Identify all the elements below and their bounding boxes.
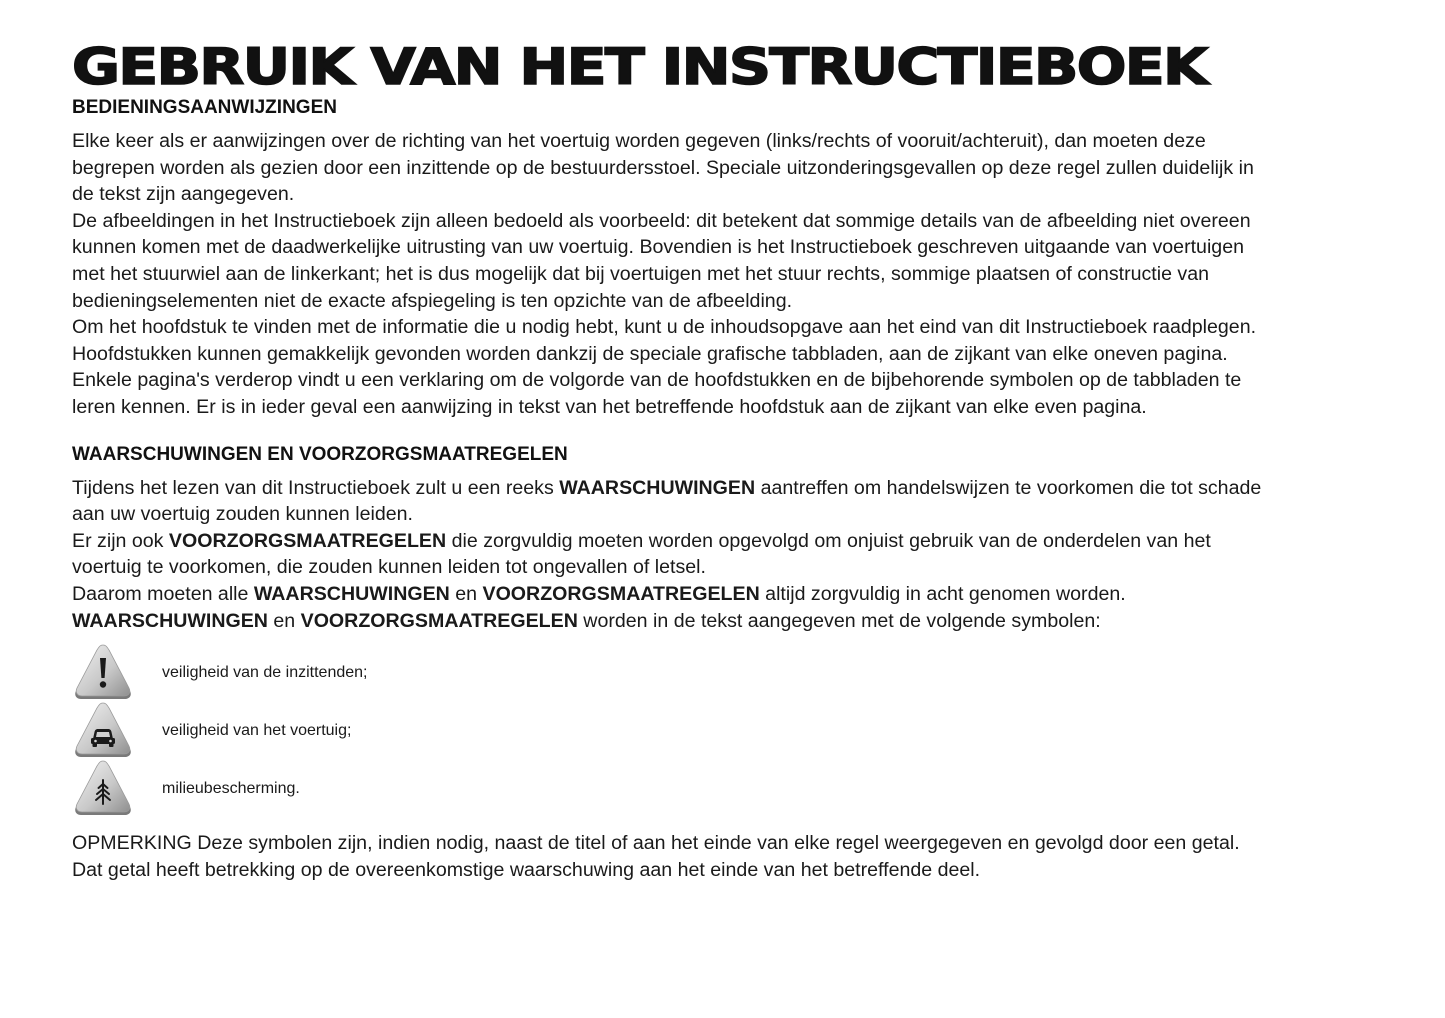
paragraph-note: OPMERKING Deze symbolen zijn, indien nodig, naast de titel of aan het einde van elke regel weergegeven en gevolgd door een getal. Dat getal heeft betrekking op de overeenkomstige waarschuwing aan het einde van het betreffende deel. (72, 832, 1240, 881)
bold-term-warnings: WAARSCHUWINGEN (559, 476, 756, 499)
symbol-label-occupants: veiligheid van de inzittenden; (162, 664, 368, 682)
paragraph-precautions-intro: Er zijn ook VOORZORGSMAATREGELEN die zorgvuldig moeten worden opgevolgd om onjuist gebruik van de onderdelen van het voertuig te voorkomen, die zouden kunnen leiden tot ongevallen of letsel. (72, 529, 1211, 579)
paragraph-warnings-intro: Tijdens het lezen van dit Instructieboek zult u een reeks WAARSCHUWINGEN aantreffen om handelswijzen te voorkomen die tot schade aan uw voertuig zouden kunnen leiden. (72, 476, 1262, 526)
paragraph-symbols-intro: WAARSCHUWINGEN en VOORZORGSMAATREGELEN worden in de tekst aangegeven met de volgende symbolen: (72, 609, 1101, 632)
bold-term-precautions: VOORZORGSMAATREGELEN (300, 609, 578, 632)
bold-term-precautions: VOORZORGSMAATREGELEN (168, 529, 447, 552)
paragraph-chapter-tabs: Hoofdstukken kunnen gemakkelijk gevonden worden dankzij de speciale grafische tabbladen, aan de zijkant van elke oneven pagina. Enkele pagina's verderop vindt u een verklaring om de volgorde van de hoofdstukken en de bijbehorende symbolen op de tabbladen te leren kennen. Er is in ieder geval een aanwijzing in tekst van het betreffende hoofdstuk aan de zijkant van elke even pagina. (72, 342, 1242, 418)
section-heading-operating-instructions: BEDIENINGSAANWIJZINGEN (72, 97, 337, 118)
tree-environment-icon (72, 760, 134, 818)
section-heading-warnings: WAARSCHUWINGEN EN VOORZORGSMAATREGELEN (72, 443, 568, 465)
bold-term-warnings: WAARSCHUWINGEN (253, 582, 450, 605)
paragraph-table-of-contents: Om het hoofdstuk te vinden met de informatie die u nodig hebt, kunt u de inhoudsopgave aan het eind van dit Instructieboek raadplegen. (72, 316, 1257, 339)
vehicle-warning-icon (72, 702, 134, 760)
symbol-label-environment: milieubescherming. (162, 780, 300, 798)
symbol-legend (72, 644, 1272, 818)
symbol-label-vehicle: veiligheid van het voertuig; (162, 722, 352, 740)
symbol-row-vehicle (72, 702, 1272, 760)
symbol-row-occupants (72, 644, 1272, 702)
exclamation-warning-icon (72, 644, 134, 702)
paragraph-illustrations: De afbeeldingen in het Instructieboek zijn alleen bedoeld als voorbeeld: dit betekent dat sommige details van de afbeelding niet overeen kunnen komen met de daadwerkelijke uitrusting van uw voertuig. Bovendien is het Instructieboek geschreven uitgaande van voertuigen met het stuurwiel aan de linkerkant; het is dus mogelijk dat bij voertuigen met het stuur rechts, sommige plaatsen of constructie van bedieningselementen niet de exacte afspiegeling is ten opzichte van de afbeelding. (72, 209, 1251, 312)
paragraph-directions: Elke keer als er aanwijzingen over de richting van het voertuig worden gegeven (links/rechts of vooruit/achteruit), dan moeten deze begrepen worden als gezien door een inzittende op de bestuurdersstoel. Speciale uitzonderingsgevallen op deze regel zullen duidelijk in de tekst zijn aangegeven. (72, 130, 1254, 206)
symbol-row-environment (72, 760, 1272, 818)
bold-term-precautions: VOORZORGSMAATREGELEN (482, 582, 760, 605)
manual-page (72, 40, 1272, 883)
paragraph-always-observe: Daarom moeten alle WAARSCHUWINGEN en VOORZORGSMAATREGELEN altijd zorgvuldig in acht genomen worden. (72, 582, 1126, 605)
page-title: GEBRUIK VAN HET INSTRUCTIEBOEK (72, 38, 1207, 96)
bold-term-warnings: WAARSCHUWINGEN (72, 609, 268, 632)
